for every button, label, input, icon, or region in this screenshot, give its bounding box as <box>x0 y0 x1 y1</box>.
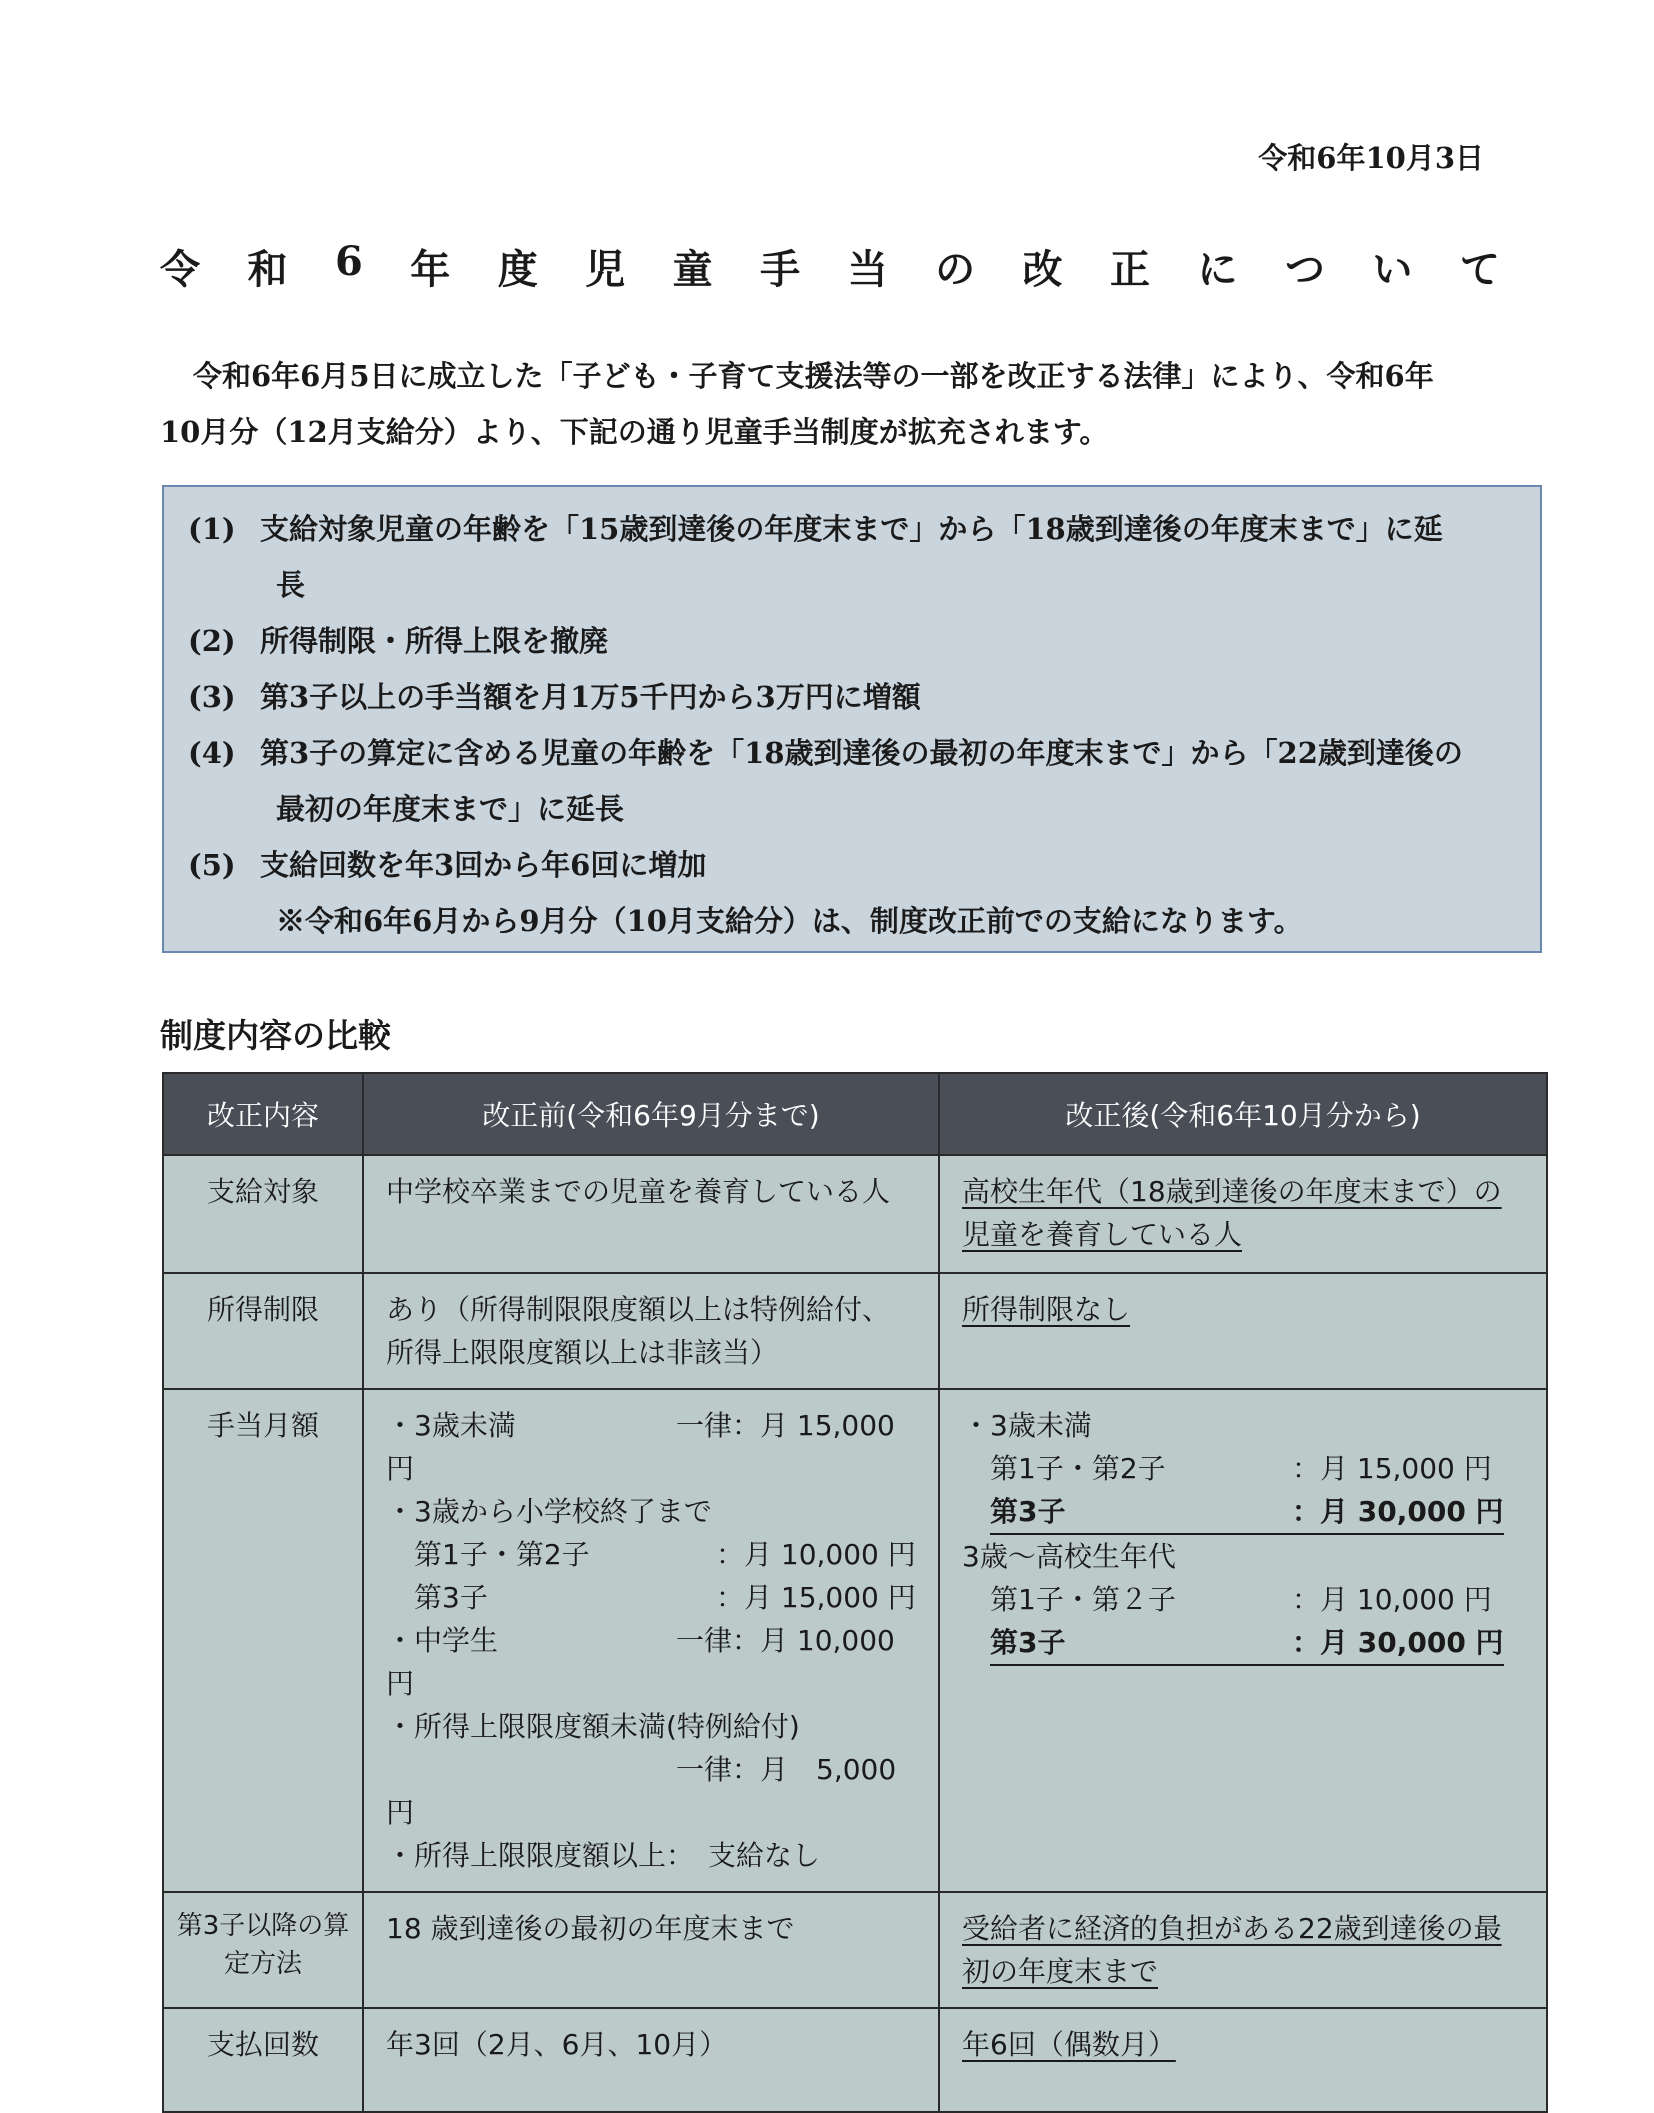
table-row <box>163 1389 1547 1892</box>
header-before: 改正前(令和6年9月分まで) <box>363 1073 939 1155</box>
summary-item-number: (2) <box>188 624 236 658</box>
summary-item <box>188 501 1516 557</box>
summary-note: ※令和6年6月から9月分（10月支給分）は、制度改正前での支給になります。 <box>276 904 1303 938</box>
cell-after-text: 年6回（偶数月） <box>962 2028 1176 2061</box>
comparison-table <box>162 1072 1548 2113</box>
summary-item-number: (1) <box>188 512 236 546</box>
amount-line <box>386 1576 916 1619</box>
title-char: 6 <box>334 238 363 285</box>
amount-line <box>386 1748 916 1834</box>
title-char: 児 <box>585 246 626 293</box>
header-item: 改正内容 <box>163 1073 363 1155</box>
summary-item-text: 所得制限・所得上限を撤廃 <box>260 624 609 658</box>
summary-item-text: 第3子以上の手当額を月1万5千円から3万円に増額 <box>260 680 921 714</box>
summary-item-continuation: 長 <box>276 568 306 602</box>
amount-value: 一律：月 15,000 円 <box>386 1409 895 1485</box>
table-row <box>163 1155 1547 1273</box>
amount-line: ・3歳未満 <box>962 1409 1092 1442</box>
amount-emphasis <box>990 1621 1504 1666</box>
summary-box <box>162 485 1542 953</box>
amount-value: ：月 30,000 円 <box>1292 1626 1504 1659</box>
amount-line <box>386 1619 916 1705</box>
amount-emphasis <box>990 1490 1504 1535</box>
cell-after-text: 受給者に経済的負担がある22歳到達後の最初の年度末まで <box>962 1912 1502 1988</box>
document-title <box>160 238 1500 295</box>
cell-before: あり（所得制限限度額以上は特例給付、所得上限限度額以上は非該当） <box>363 1273 939 1389</box>
summary-item-text: 支給対象児童の年齢を「15歳到達後の年度末まで」から「18歳到達後の年度末まで」に延 <box>260 512 1443 546</box>
amount-label: 第3子 <box>990 1495 1066 1528</box>
table-row <box>163 2008 1547 2112</box>
amount-value: ：月 15,000 円 <box>1292 1452 1492 1485</box>
amount-value: ：月 15,000 円 <box>716 1581 916 1614</box>
title-char: 年 <box>410 246 451 293</box>
amount-line: ・3歳から小学校終了まで <box>386 1495 712 1528</box>
title-char: 正 <box>1110 246 1150 293</box>
title-char: 手 <box>760 246 801 293</box>
cell-after <box>939 1155 1547 1273</box>
amount-label: ・中学生 <box>386 1624 499 1657</box>
summary-item-number: (3) <box>188 680 236 714</box>
amount-line: ・所得上限限度額未満(特例給付) <box>386 1710 800 1743</box>
cell-after <box>939 1389 1547 1892</box>
intro-line-1: 令和6年6月5日に成立した「子ども・子育て支援法等の一部を改正する法律」により、令和6年 <box>193 359 1434 393</box>
amount-value: 一律：月 5,000 円 <box>386 1753 897 1829</box>
amount-value: ：月 10,000 円 <box>1292 1583 1492 1616</box>
amount-label: 第1子・第2子 <box>414 1538 590 1571</box>
amount-label: 第1子・第２子 <box>990 1583 1176 1616</box>
cell-before: 年3回（2月、6月、10月） <box>363 2008 939 2112</box>
document-date: 令和6年10月3日 <box>1258 141 1484 175</box>
summary-item <box>188 837 1516 893</box>
amount-label: 第3子 <box>990 1626 1066 1659</box>
title-char: の <box>935 246 976 293</box>
title-char: 当 <box>847 246 888 293</box>
amount-label: ・3歳未満 <box>386 1409 516 1442</box>
header-after: 改正後(令和6年10月分から) <box>939 1073 1547 1155</box>
amount-value: ：月 30,000 円 <box>1292 1495 1504 1528</box>
cell-after-text: 高校生年代（18歳到達後の年度末まで）の児童を養育している人 <box>962 1175 1502 1251</box>
cell-after <box>939 1273 1547 1389</box>
amount-line <box>962 1447 1524 1490</box>
title-char: い <box>1372 246 1413 293</box>
summary-item-number: (5) <box>188 848 236 882</box>
intro-paragraph <box>160 348 1500 460</box>
cell-before: 18 歳到達後の最初の年度末まで <box>363 1892 939 2008</box>
table-header-row <box>163 1073 1547 1155</box>
title-char: 令 <box>160 246 200 293</box>
summary-item-text: 第3子の算定に含める児童の年齢を「18歳到達後の最初の年度末まで」から「22歳到達後の <box>260 736 1463 770</box>
row-label: 手当月額 <box>163 1389 363 1892</box>
cell-after <box>939 2008 1547 2112</box>
amount-label: 第1子・第2子 <box>990 1452 1166 1485</box>
title-char: て <box>1459 246 1500 293</box>
summary-item-number: (4) <box>188 736 236 770</box>
title-char: 和 <box>247 246 288 293</box>
title-char: つ <box>1284 246 1325 293</box>
row-label: 支給対象 <box>163 1155 363 1273</box>
amount-line <box>962 1621 1524 1666</box>
cell-after <box>939 1892 1547 2008</box>
title-char: に <box>1197 246 1238 293</box>
cell-before <box>363 1389 939 1892</box>
amount-value: ：月 10,000 円 <box>716 1538 916 1571</box>
intro-line-2: 10月分（12月支給分）より、下記の通り児童手当制度が拡充されます。 <box>160 415 1109 449</box>
title-char: 童 <box>672 246 713 293</box>
amount-line: 3歳～高校生年代 <box>962 1540 1176 1573</box>
cell-before: 中学校卒業までの児童を養育している人 <box>363 1155 939 1273</box>
table-row <box>163 1273 1547 1389</box>
amount-line <box>962 1490 1524 1535</box>
section-title: 制度内容の比較 <box>160 1016 391 1055</box>
amount-line <box>386 1533 916 1576</box>
summary-item <box>188 669 1516 725</box>
table-row <box>163 1892 1547 2008</box>
summary-item <box>188 613 1516 669</box>
amount-label: 第3子 <box>414 1581 488 1614</box>
amount-line: ・所得上限限度額以上： 支給なし <box>386 1839 821 1872</box>
title-char: 度 <box>497 246 538 293</box>
summary-item-continuation: 最初の年度末まで」に延長 <box>276 792 625 826</box>
amount-value: 一律：月 10,000 円 <box>386 1624 895 1700</box>
amount-line <box>386 1404 916 1490</box>
summary-item-text: 支給回数を年3回から年6回に増加 <box>260 848 707 882</box>
row-label: 支払回数 <box>163 2008 363 2112</box>
amount-line <box>962 1578 1524 1621</box>
row-label: 所得制限 <box>163 1273 363 1389</box>
cell-after-text: 所得制限なし <box>962 1293 1131 1326</box>
row-label: 第3子以降の算定方法 <box>163 1892 363 2008</box>
title-char: 改 <box>1022 246 1063 293</box>
summary-item <box>188 725 1516 781</box>
